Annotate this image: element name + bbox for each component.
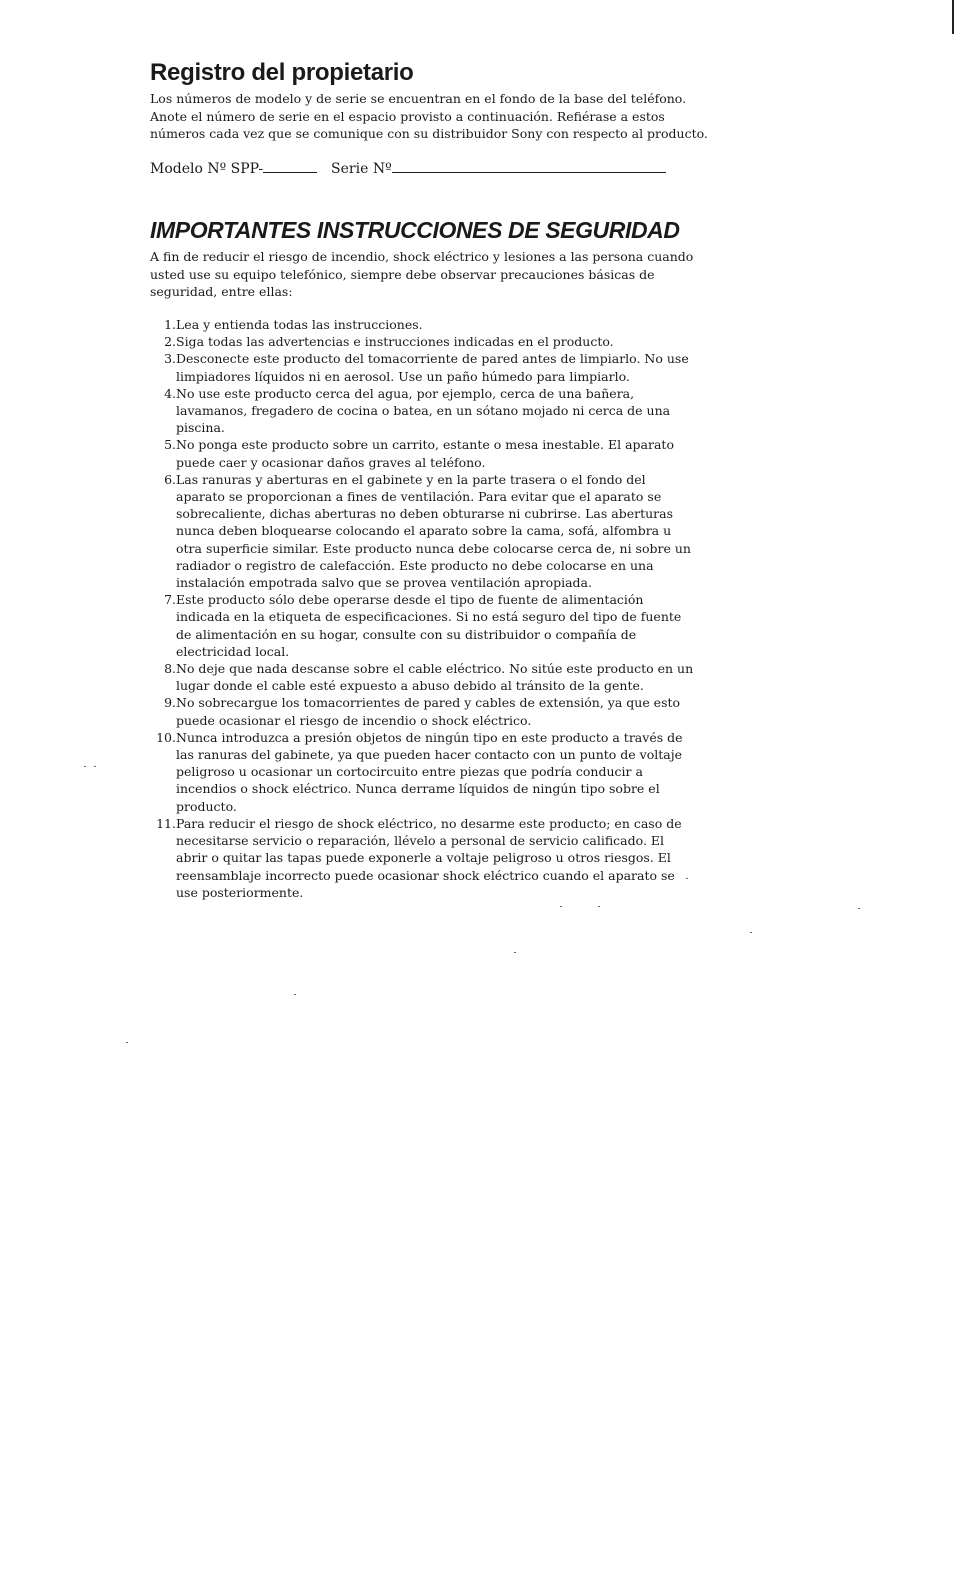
scan-speck <box>126 1042 128 1043</box>
instruction-text: No ponga este producto sobre un carrito, estante o mesa inestable. El aparato puede caer y ocasionar daños graves al teléfono. <box>176 437 674 470</box>
instruction-number: 5. <box>164 437 176 453</box>
owner-registry-section <box>150 58 710 143</box>
instruction-number: 6. <box>164 471 176 487</box>
serial-label: Serie Nº <box>331 161 392 177</box>
scan-speck <box>598 906 600 907</box>
instruction-number: 7. <box>164 592 176 608</box>
scan-speck <box>686 878 688 879</box>
registry-title: Registro del propietario <box>150 59 414 86</box>
instruction-text: Nunca introduzca a presión objetos de ningún tipo en este producto a través de las ranuras del gabinete, ya que pueden hacer contacto con un punto de voltaje peligroso u ocasionar un cortocircuito entre piezas que podría conducir a incendios o shock eléctrico. Nunca derrame líquidos de ningún tipo sobre el producto. <box>176 729 683 814</box>
instruction-text: Las ranuras y aberturas en el gabinete y en la parte trasera o el fondo del aparato se proporcionan a fines de ventilación. Para evitar que el aparato se sobrecaliente, dichas aberturas no deben obturarse ni cubrirse. Las aberturas nunca deben bloquearse colocando el aparato sobre la cama, sofá, alfombra u otra superficie similar. Este producto nunca debe colocarse cerca de, ni sobre un radiador o registro de calefacción. Este producto no debe colocarse en una instalación empotrada salvo que se provea ventilación apropiada. <box>176 471 691 591</box>
scan-speck <box>750 932 752 933</box>
model-number-blank <box>263 158 317 173</box>
instruction-item <box>150 694 698 728</box>
instruction-text: No sobrecargue los tomacorrientes de pared y cables de extensión, ya que esto puede ocasionar el riesgo de incendio o shock eléctrico. <box>176 695 681 728</box>
instruction-number: 3. <box>164 351 176 367</box>
instruction-item <box>150 660 698 694</box>
instruction-item <box>150 385 698 437</box>
safety-title: IMPORTANTES INSTRUCCIONES DE SEGURIDAD <box>150 217 680 243</box>
instruction-item <box>150 333 698 350</box>
instruction-item <box>150 471 698 591</box>
instruction-number: 1. <box>164 317 176 332</box>
model-label: Modelo Nº SPP- <box>150 161 264 177</box>
instruction-item <box>150 436 698 470</box>
instruction-number: 8. <box>164 661 176 677</box>
instruction-text: No deje que nada descanse sobre el cable eléctrico. No sitúe este producto en un lugar donde el cable esté expuesto a abuso debido al tránsito de la gente. <box>176 661 694 694</box>
scan-speck <box>84 766 86 767</box>
instruction-text: Siga todas las advertencias e instrucciones indicadas en el producto. <box>176 334 614 350</box>
registry-fields <box>150 158 666 179</box>
instruction-item <box>150 815 698 901</box>
instruction-number: 11. <box>156 815 176 831</box>
scan-speck <box>94 766 96 767</box>
instruction-text: Este producto sólo debe operarse desde el tipo de fuente de alimentación indicada en la etiqueta de especificaciones. Si no está seguro del tipo de fuente de alimentación en su hogar, consulte con su distribuidor o compañía de electricidad local. <box>176 592 682 659</box>
instruction-number: 10. <box>156 729 176 745</box>
serial-number-blank <box>392 158 666 173</box>
safety-intro: A fin de reducir el riesgo de incendio, shock eléctrico y lesiones a las persona cuando usted use su equipo telefónico, siempre debe observar precauciones básicas de seguridad, entre ellas: <box>150 249 694 299</box>
safety-instructions-list <box>150 316 698 901</box>
instruction-number: 4. <box>164 385 176 401</box>
safety-section <box>150 214 695 301</box>
scan-speck <box>514 952 516 953</box>
instruction-item <box>150 350 698 384</box>
instruction-number: 2. <box>164 334 176 350</box>
instruction-text: Lea y entienda todas las instrucciones. <box>176 317 423 332</box>
scan-speck <box>560 906 562 907</box>
instruction-item <box>150 316 698 333</box>
instruction-number: 9. <box>164 695 176 711</box>
instruction-item <box>150 591 698 660</box>
instruction-item <box>150 729 698 815</box>
scan-speck <box>858 908 860 909</box>
registry-body: Los números de modelo y de serie se encuentran en el fondo de la base del teléfono. Anote el número de serie en el espacio provisto a continuación. Refiérase a estos números cada vez que se comunique con su distribuidor Sony con respecto al producto. <box>150 91 708 141</box>
instruction-text: Desconecte este producto del tomacorriente de pared antes de limpiarlo. No use limpiadores líquidos ni en aerosol. Use un paño húmedo para limpiarlo. <box>176 351 689 384</box>
scan-speck <box>294 994 296 995</box>
instruction-text: No use este producto cerca del agua, por ejemplo, cerca de una bañera, lavamanos, fregadero de cocina o batea, en un sótano mojado ni cerca de una piscina. <box>176 385 671 436</box>
instruction-text: Para reducir el riesgo de shock eléctrico, no desarme este producto; en caso de necesitarse servicio o reparación, llévelo a personal de servicio calificado. El abrir o quitar las tapas puede exponerle a voltaje peligroso u otros riesgos. El reensamblaje incorrecto puede ocasionar shock eléctrico cuando el aparato se use posteriormente. <box>176 815 682 900</box>
